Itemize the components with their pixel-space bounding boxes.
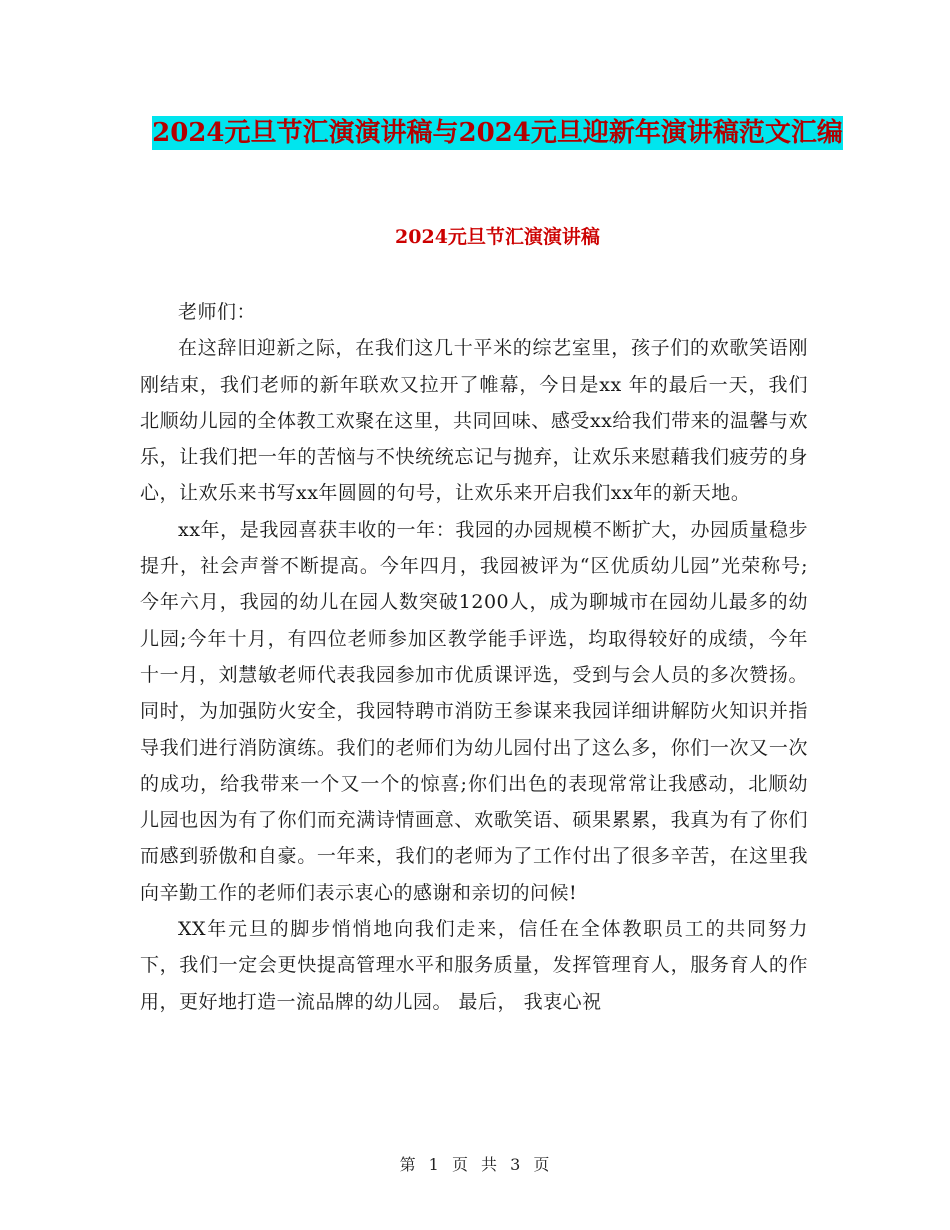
- body-paragraph-1: 在这辞旧迎新之际，在我们这几十平米的综艺室里，孩子们的欢歌笑语刚刚结束，我们老师的新年联欢又拉开了帷幕，今日是xx 年的最后一天，我们北顺幼儿园的全体教工欢聚在这里，共同回味、感受xx给我们带来的温馨与欢乐，让我们把一年的苦恼与不快统统忘记与抛弃，让欢乐来慰藉我们疲劳的身心，让欢乐来书写xx年圆圆的句号，让欢乐来开启我们xx年的新天地。: [140, 337, 808, 505]
- page-number-footer: 第 1 页 共 3 页: [399, 1155, 551, 1174]
- section-heading: 2024元旦节汇演演讲稿: [395, 226, 600, 248]
- document-body: [140, 294, 808, 1020]
- body-paragraph-3: XX年元旦的脚步悄悄地向我们走来，信任在全体教职员工的共同努力下，我们一定会更快提高管理水平和服务质量，发挥管理育人，服务育人的作用，更好地打造一流品牌的幼儿园。 最后， 我衷心祝: [140, 918, 808, 1013]
- body-paragraph-2: xx年，是我园喜获丰收的一年：我园的办园规模不断扩大，办园质量稳步提升，社会声誉不断提高。今年四月，我园被评为“区优质幼儿园”光荣称号;今年六月，我园的幼儿在园人数突破1200人，成为聊城市在园幼儿最多的幼儿园;今年十月，有四位老师参加区教学能手评选，均取得较好的成绩，今年十一月，刘慧敏老师代表我园参加市优质课评选，受到与会人员的多次赞扬。同时，为加强防火安全，我园特聘市消防王参谋来我园详细讲解防火知识并指导我们进行消防演练。我们的老师们为幼儿园付出了这么多，你们一次又一次的成功，给我带来一个又一个的惊喜;你们出色的表现常常让我感动，北顺幼儿园也因为有了你们而充满诗情画意、欢歌笑语、硕果累累，我真为有了你们而感到骄傲和自豪。一年来，我们的老师为了工作付出了很多辛苦，在这里我向辛勤工作的老师们表示衷心的感谢和亲切的问候!: [140, 518, 808, 904]
- document-title: [140, 112, 855, 154]
- greeting-line: 老师们：: [178, 301, 257, 323]
- document-title-highlight: 2024元旦节汇演演讲稿与2024元旦迎新年演讲稿范文汇编: [152, 118, 843, 148]
